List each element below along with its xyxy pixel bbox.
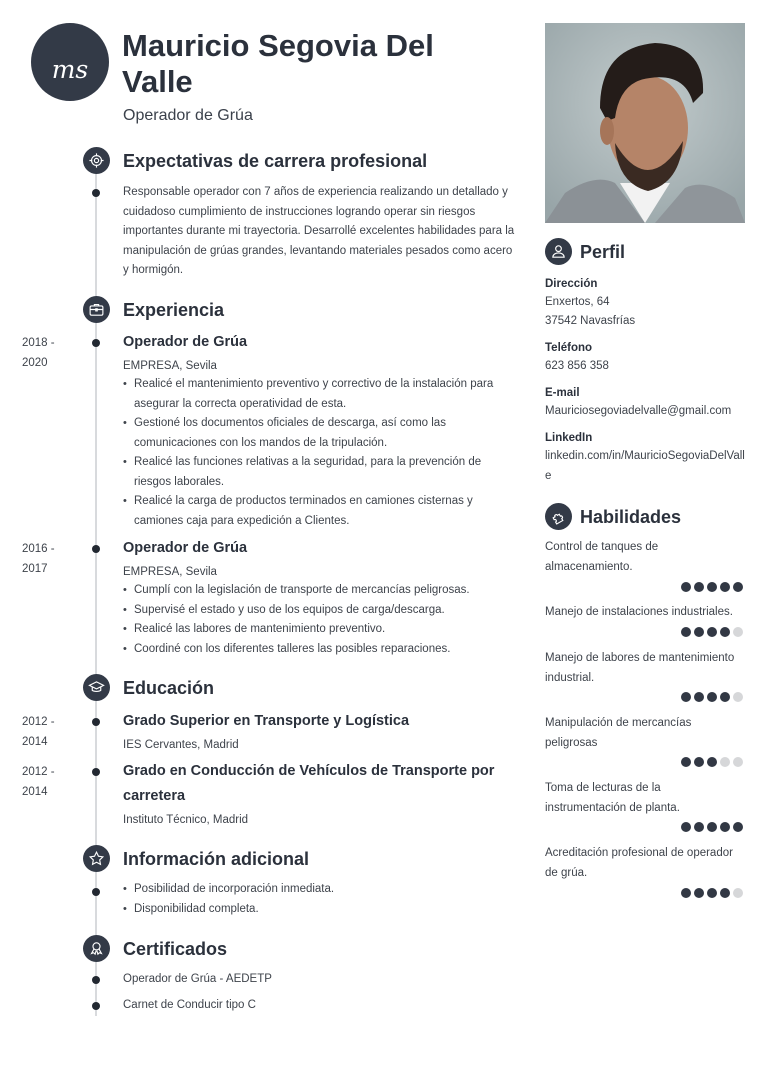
entry-school: Instituto Técnico, Madrid [123,814,249,826]
rating-dot-filled [707,822,717,832]
timeline-dot [92,189,100,197]
rating-dot-filled [681,627,691,637]
career-summary: Responsable operador con 7 años de experiencia realizando un detallado y cuidadoso cumplimiento de instrucciones logrando operar sin riesgos importantes durante mi trayectoria. Desarrollé excelentes habilidades para la manipulación de grúas grandes, levantando materiales pesados como acero y hormigón. [123,186,515,276]
candidate-name: Mauricio Segovia Del Valle [122,28,434,99]
section-title-profile: Perfil [580,242,626,262]
candidate-job-title: Operador de Grúa [123,107,253,124]
rating-dot-filled [681,582,691,592]
monogram-avatar: ms [31,23,109,101]
rating-dot-filled [681,888,691,898]
address-line1: Enxertos, 64 [545,296,610,308]
phone-label: Teléfono [545,342,593,354]
timeline-dot [92,768,100,776]
rating-dot-filled [694,582,704,592]
skill-name: Manejo de labores de mantenimiento industrial. [545,652,735,684]
bullet-item: • Coordiné con los diferentes talleres las posibles reparaciones. [123,640,513,660]
skill-name: Manipulación de mercancías peligrosas [545,717,692,749]
rating-dot-filled [694,822,704,832]
bullet-item: • Cumplí con la legislación de transporte de mercancías peligrosas. [123,581,513,601]
timeline-dot [92,718,100,726]
date-end: 2014 [22,736,48,748]
rating-dot-empty [733,692,743,702]
profile-photo [545,23,745,223]
skill-name: Acreditación profesional de operador de grúa. [545,847,733,879]
rating-dot-filled [720,692,730,702]
rating-dot-filled [694,888,704,898]
section-title-additional: Información adicional [123,849,310,869]
entry-date [22,712,82,752]
skill-name: Control de tanques de almacenamiento. [545,541,659,573]
rating-dot-empty [733,888,743,898]
date-end: 2017 [22,563,48,575]
rating-dot-filled [720,888,730,898]
rating-dot-filled [681,757,691,767]
entry-date [22,333,82,373]
date-start: 2012 - [22,716,55,728]
rating-dot-filled [707,582,717,592]
rating-dot-filled [694,627,704,637]
section-title-education: Educación [123,678,215,698]
email-value[interactable]: Mauriciosegoviadelvalle@gmail.com [545,405,732,417]
skill-rating [681,692,745,702]
rating-dot-filled [707,757,717,767]
bullet-item: • Realicé la carga de productos terminados en camiones cisternas y camiones caja para expedición a Clientes. [123,492,513,531]
puzzle-icon [545,503,572,530]
timeline-dot [92,545,100,553]
entry-company: EMPRESA, Sevila [123,566,217,578]
user-icon [545,238,572,265]
rating-dot-empty [733,757,743,767]
certificate-item: Operador de Grúa - AEDETP [123,973,272,985]
briefcase-icon [83,296,110,323]
linkedin-label: LinkedIn [545,432,593,444]
rating-dot-empty [733,627,743,637]
rating-dot-filled [681,692,691,702]
date-start: 2012 - [22,766,55,778]
phone-value: 623 856 358 [545,360,609,372]
entry-title: Operador de Grúa [123,540,248,556]
email-label: E-mail [545,387,580,399]
skill-rating [681,627,745,637]
skill-name: Manejo de instalaciones industriales. [545,606,733,618]
rating-dot-filled [720,822,730,832]
section-title-skills: Habilidades [580,507,682,527]
bullet-item: • Posibilidad de incorporación inmediata. [123,880,513,900]
rating-dot-filled [694,692,704,702]
award-icon [83,935,110,962]
bullet-item: • Realicé el mantenimiento preventivo y correctivo de la instalación para asegurar la correcta operatividad de esta. [123,375,513,414]
additional-bullets [123,880,513,919]
date-start: 2016 - [22,543,55,555]
rating-dot-filled [720,582,730,592]
skill-rating [681,822,745,832]
address-line2: 37542 Navasfrías [545,315,636,327]
entry-date [22,539,82,579]
rating-dot-filled [681,822,691,832]
rating-dot-filled [694,757,704,767]
bullet-item: • Realicé las labores de mantenimiento preventivo. [123,620,513,640]
section-title-certificates: Certificados [123,939,228,959]
date-end: 2020 [22,357,48,369]
bullet-item: • Gestioné los documentos oficiales de descarga, así como las comunicaciones con los mandos de la tripulación. [123,414,513,453]
skill-rating [681,757,745,767]
timeline-dot [92,888,100,896]
bullet-item: • Realicé las funciones relativas a la seguridad, para la prevención de riesgos laborales. [123,453,513,492]
star-icon [83,845,110,872]
certificate-item: Carnet de Conducir tipo C [123,999,256,1011]
skill-rating [681,582,745,592]
skill-rating [681,888,745,898]
timeline-dot [92,1002,100,1010]
entry-bullets [123,375,513,531]
rating-dot-filled [733,822,743,832]
skill-name: Toma de lecturas de la instrumentación de planta. [545,782,680,814]
section-title-experience: Experiencia [123,300,225,320]
rating-dot-filled [707,692,717,702]
entry-bullets [123,581,513,659]
rating-dot-filled [733,582,743,592]
timeline-dot [92,976,100,984]
entry-title: Grado Superior en Transporte y Logística [123,713,410,729]
bullet-item: • Supervisé el estado y uso de los equipos de carga/descarga. [123,601,513,621]
timeline-dot [92,339,100,347]
section-title-career: Expectativas de carrera profesional [123,151,428,171]
target-icon [83,147,110,174]
rating-dot-filled [707,627,717,637]
entry-date [22,762,82,802]
date-end: 2014 [22,786,48,798]
address-label: Dirección [545,278,598,290]
entry-title: Grado en Conducción de Vehículos de Transporte por carretera [123,763,495,804]
rating-dot-filled [720,627,730,637]
rating-dot-filled [707,888,717,898]
entry-title: Operador de Grúa [123,334,248,350]
entry-company: EMPRESA, Sevila [123,360,217,372]
linkedin-value[interactable]: linkedin.com/in/MauricioSegoviaDelValle [545,450,745,482]
graduation-cap-icon [83,674,110,701]
rating-dot-empty [720,757,730,767]
date-start: 2018 - [22,337,55,349]
bullet-item: • Disponibilidad completa. [123,900,513,920]
entry-school: IES Cervantes, Madrid [123,739,239,751]
